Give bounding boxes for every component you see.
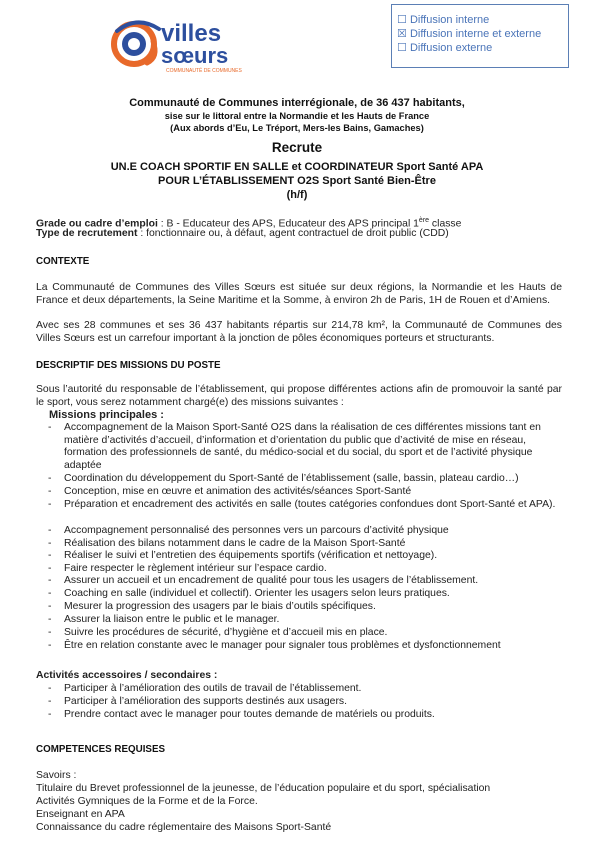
distribution-box — [391, 4, 569, 68]
contexte-paragraph-2: Avec ses 28 communes et ses 36 437 habitants répartis sur 214,78 km², la Communauté de Communes des Villes Sœurs est un carrefour important à la jonction de pôles économiques porteurs et structurants. — [36, 320, 562, 344]
mission-principale-item: Coordination du développement du Sport-Santé de l’établissement (salle, bassin, plateau cardio…) — [64, 473, 519, 484]
distribution-option-interne-externe — [397, 28, 541, 41]
mission-principale-item: Être en relation constante avec le manager pour signaler tous problèmes et dysfonctionnement — [64, 640, 501, 651]
distribution-label: Diffusion interne — [409, 14, 490, 26]
grade-label: Grade ou cadre d’emploi — [36, 218, 158, 230]
org-location: sise sur le littoral entre la Normandie et les Hauts de France — [164, 111, 430, 121]
mission-principale-item: Assurer la liaison entre le public et le manager. — [64, 614, 280, 625]
missions-accessoires-heading: Activités accessoires / secondaires : — [36, 670, 218, 681]
bullet-dash: - — [48, 538, 52, 549]
mission-principale-item: Coaching en salle (individuel et collectif). Orienter les usagers selon leurs pratiques. — [64, 588, 450, 599]
recrutement-line — [36, 228, 449, 241]
villes-soeurs-logo — [107, 11, 257, 75]
savoir-item: Titulaire du Brevet professionnel de la jeunesse, de l’éducation populaire et du sport, spécialisation — [36, 783, 491, 794]
mission-accessoire-item: Participer à l’amélioration des supports destinés aux usagers. — [64, 696, 348, 707]
missions-intro: Sous l’autorité du responsable de l’établissement, qui propose différentes actions afin de promouvoir la santé par le sport, vous serez notamment chargé(e) des missions suivantes : — [36, 384, 562, 408]
job-title-line-1: UN.E COACH SPORTIF EN SALLE et COORDINATEUR Sport Santé APA — [110, 161, 484, 173]
mission-accessoire-item: Participer à l’amélioration des outils de travail de l’établissement. — [64, 683, 362, 694]
mission-accessoire-item: Prendre contact avec le manager pour toutes demande de matériels ou produits. — [64, 709, 435, 720]
distribution-label: Diffusion interne et externe — [409, 28, 542, 40]
org-description: Communauté de Communes interrégionale, de 36 437 habitants, — [129, 97, 465, 109]
recrute-heading: Recrute — [271, 140, 323, 155]
mission-principale-item: Réaliser le suivi et l’entretien des équipements sportifs (vérification et nettoyage). — [64, 550, 438, 561]
mission-principale-item: Suivre les procédures de sécurité, d’hygiène et d’accueil mis en place. — [64, 627, 388, 638]
bullet-dash: - — [48, 588, 52, 599]
mission-principale-item: Préparation et encadrement des activités en salle (toutes catégories confondues dont Sport-Santé et APA). — [64, 499, 556, 510]
bullet-dash: - — [48, 696, 52, 707]
mission-principale-item: Conception, mise en œuvre et animation des activités/séances Sport-Santé — [64, 486, 412, 497]
section-missions-heading: DESCRIPTIF DES MISSIONS DU POSTE — [36, 360, 221, 371]
savoir-item: Activités Gymniques de la Forme et de la Force. — [36, 796, 258, 807]
distribution-label: Diffusion externe — [409, 42, 493, 54]
checkbox-checked-icon: ☒ — [397, 28, 407, 40]
section-contexte-heading: CONTEXTE — [36, 256, 90, 267]
mission-principale-item: Accompagnement personnalisé des personnes vers un parcours d’activité physique — [64, 525, 449, 536]
job-title-line-3: (h/f) — [286, 189, 308, 201]
recrutement-label: Type de recrutement — [36, 228, 138, 239]
section-competences-heading: COMPETENCES REQUISES — [36, 744, 166, 755]
bullet-dash: - — [48, 550, 52, 561]
bullet-dash: - — [48, 473, 52, 484]
bullet-dash: - — [48, 563, 52, 574]
bullet-dash: - — [48, 614, 52, 625]
bullet-dash: - — [48, 422, 52, 433]
bullet-dash: - — [48, 525, 52, 536]
bullet-dash: - — [48, 575, 52, 586]
logo-oe-mark — [114, 22, 159, 64]
grade-value-end: classe — [429, 218, 462, 230]
mission-principale-item: Mesurer la progression des usagers par le biais d’outils spécifiques. — [64, 601, 376, 612]
mission-principale-item: Réalisation des bilans notamment dans le cadre de la Maison Sport-Santé — [64, 538, 406, 549]
job-title-line-2: POUR L’ÉTABLISSEMENT O2S Sport Santé Bien-Être — [158, 175, 436, 187]
grade-superscript: ère — [418, 217, 430, 224]
bullet-dash: - — [48, 499, 52, 510]
mission-principale-item: Assurer un accueil et un encadrement de qualité pour tous les usagers de l’établissement. — [64, 575, 479, 586]
checkbox-icon: ☐ — [397, 42, 407, 54]
bullet-dash: - — [48, 486, 52, 497]
savoirs-label: Savoirs : — [36, 770, 77, 781]
distribution-option-interne — [397, 14, 489, 27]
savoir-item: Connaissance du cadre réglementaire des Maisons Sport-Santé — [36, 822, 332, 833]
mission-principale-item: Faire respecter le règlement intérieur sur l’espace cardio. — [64, 563, 327, 574]
org-area: (Aux abords d’Eu, Le Tréport, Mers-les Bains, Gamaches) — [170, 123, 424, 133]
missions-principales-heading: Missions principales : — [49, 409, 164, 421]
grade-value: : B - Educateur des APS, Educateur des APS principal 1 — [157, 218, 419, 230]
savoir-item: Enseignant en APA — [36, 809, 125, 820]
bullet-dash: - — [48, 709, 52, 720]
bullet-dash: - — [48, 627, 52, 638]
recrutement-value: : fonctionnaire ou, à défaut, agent contractuel de droit public (CDD) — [137, 228, 449, 239]
logo-word-villes: villes — [161, 20, 222, 47]
logo-word-soeurs: sœurs — [161, 43, 229, 68]
bullet-dash: - — [48, 601, 52, 612]
bullet-dash: - — [48, 683, 52, 694]
checkbox-icon: ☐ — [397, 14, 407, 26]
mission-principale-item: Accompagnement de la Maison Sport-Santé O2S dans la réalisation de ces différentes missions tant en matière d’activités d’accueil, d’information et d’orientation du public que d’activité de mise en réseau, formation des professionnels de santé, du médico-social et du social, du sport et de l’activité physique adaptée — [64, 422, 541, 471]
logo-tagline: COMMUNAUTÉ DE COMMUNES — [166, 68, 242, 74]
contexte-paragraph-1: La Communauté de Communes des Villes Sœurs est située sur deux régions, la Normandie et les Hauts de France et deux départements, la Seine Maritime et la Somme, à environ 2h de Paris, 1H de Rouen et d’Amiens. — [36, 282, 562, 306]
distribution-option-externe — [397, 42, 492, 55]
bullet-dash: - — [48, 640, 52, 651]
